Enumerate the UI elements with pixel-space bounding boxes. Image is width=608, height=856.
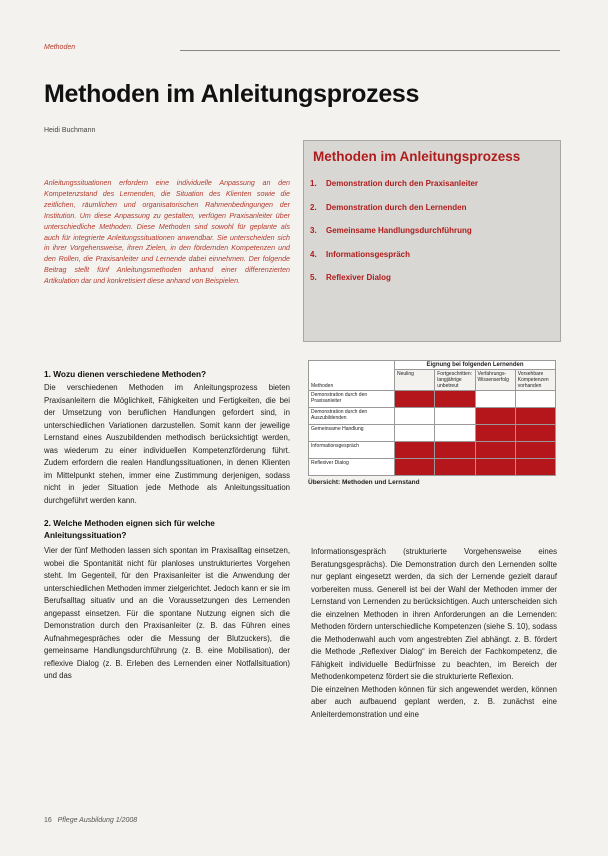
suitable-cell [435,391,475,408]
suitable-cell [475,408,515,425]
empty-cell [435,425,475,442]
method-item: 3. Gemeinsame Handlungsdurchführung [310,226,472,235]
table-row [309,408,556,425]
paragraph: Die verschiedenen Methoden im Anleitungsprozess bieten Praxisanleitern die Möglichkeit, Fähigkeiten und Fertigkeiten, die bei der Umsetzung von beruflichen Handlungen gefordert sind, in unterschiedlichen Variationen darzustellen. Somit kann der jeweilige Lernstand eines Auszubildenden methodisch berücksichtigt werden, was wiederum zu einer individuellen Kompetenzförderung führt. Zudem erfordern die realen Handlungssituationen, in denen Klienten im Mittelpunkt stehen, immer eine Zustimmung derjenigen, sodass nicht in jeder Situation jede Methode als Anleitungssituation durchgeführt werden kann. [44,383,290,505]
empty-cell [395,425,435,442]
table-row-label: Demonstration durch den Praxisanleiter [309,391,395,408]
method-item: 4. Informationsgespräch [310,249,411,259]
header-rule [180,50,560,51]
page-number: 16 [44,817,52,824]
right-column [311,546,557,721]
suitable-cell [475,425,515,442]
suitable-cell [515,425,555,442]
empty-cell [475,391,515,408]
table-row-label: Gemeinsame Handlung [309,425,395,442]
empty-cell [395,408,435,425]
table-row-label: Informationsgespräch [309,442,395,459]
table-col-header: Fortgeschritten: langjährige unbetreut [435,370,475,391]
table-row-label: Reflexiver Dialog [309,459,395,476]
figure-caption: Übersicht: Methoden und Lernstand [308,479,420,486]
footer [44,817,137,824]
methods-table-figure [308,360,556,486]
empty-cell [515,391,555,408]
methods-list [310,179,478,297]
journal-name: Pflege Ausbildung 1/2008 [57,817,138,824]
suitable-cell [475,459,515,476]
methods-table [308,360,556,476]
table-row [309,459,556,476]
suitable-cell [395,391,435,408]
author: Heidi Buchmann [44,127,96,134]
box-title: Methoden im Anleitungsprozess [313,149,521,164]
table-row [309,391,556,408]
table-col-header: Vorsehbare Kompetenzen vorhanden [515,370,555,391]
table-row [309,442,556,459]
suitable-cell [435,442,475,459]
method-item: 2. Demonstration durch den Lernenden [310,202,467,212]
table-row-label: Demonstration durch den Auszubildenden [309,408,395,425]
page-title: Methoden im Anleitungsprozess [44,80,420,108]
method-item: 5. Reflexiver Dialog [310,273,391,282]
table-group-header: Eignung bei folgenden Lernenden [395,361,556,370]
suitable-cell [475,442,515,459]
suitable-cell [515,459,555,476]
method-item: 1. Demonstration durch den Praxisanleiter [310,179,479,188]
section-label: Methoden [44,44,76,51]
table-col-header: Neuling [395,370,435,391]
paragraph: Die einzelnen Methoden können für sich angewendet werden, können aber auch aufbauend geplant werden, z. B. zunächst eine Anleiterdemonstration und eine [311,684,557,719]
empty-cell [435,408,475,425]
section-heading: 2. Welche Methoden eignen sich für welche Anleitungssituation? [44,518,215,540]
left-column [44,368,290,683]
paragraph: Vier der fünf Methoden lassen sich spontan im Praxisalltag einsetzen, wobei die Spontanität nicht für planloses unstrukturiertes Vorgehen steht. Im Gegenteil, für den Praxisanleiter ist die Anwendung der unterschiedlichen Methoden immer zielgerichtet. Jedoch kann er sie im Berufsalltag situativ und an die Voraussetzungen des Lernenden angepasst einsetzen. Für die spontane Nutzung eignen sich die Demonstration durch den Praxisanleiter (z. B. das Führen eines Aufnahmegespräches oder die Messung der Blutzuckers), die gemeinsame Handlungsdurchführung (z. B. eine Mobilisation), der reflexive Dialog (z. B. Erleben des Lernenden einer Notfallsituation) und das [44,546,290,680]
suitable-cell [515,408,555,425]
paragraph: Informationsgespräch (strukturierte Vorgehensweise eines Beratungsgesprächs). Die Demonstration durch den Lernenden sollte nur geplant eingesetzt werden, da sich der Lernende gezielt darauf vorbereiten muss. Generell ist bei der Wahl der Methoden immer der Lernstand von Lernenden zu berücksichtigen. Auch unterscheiden sich die einzelnen Methoden in ihren Anforderungen an die Lernenden: Methoden fördern unterschiedliche Kompetenzen (siehe S. 10), sodass die Methodenwahl auch vom angestrebten Ziel abhängt. z. B. fördert die Methode „Reflexiver Dialog“ im Bereich der Fachkompetenz, die Fähigkeit individuelle Bedürfnisse zu beachten, im Bereich der Methodenkompetenz fördert sie die strukturierte Reflexion. [311,547,557,681]
intro-text: Anleitungssituationen erfordern eine individuelle Anpassung an den Kompetenzstand des Lernenden, die Situation des Klienten sowie die zeitlichen, räumlichen und organisatorischen Rahmenbedingungen der Institution. Um diese Anpassung zu gestalten, verfügen Praxisanleiter über unterschiedliche Methoden. Diese Methoden sind sowohl für geplante als auch für integrierte Anleitungssituationen anwendbar. Sie unterscheiden sich in ihrer Vorgehensweise, ihren Zielen, in den fördernden Kompetenzen und den Rollen, die Praxisanleiter und Lernende dabei einnehmen. Der folgende Beitrag stellt fünf Anleitungsmethoden anhand einer differenzierten Artikulation dar und konkretisiert diese anhand von Beispielen. [44,179,290,286]
table-header-method: Methoden [309,361,395,391]
suitable-cell [395,459,435,476]
suitable-cell [435,459,475,476]
suitable-cell [515,442,555,459]
table-row [309,425,556,442]
section-heading: 1. Wozu dienen verschiedene Methoden? [44,369,207,379]
table-col-header: Verfahrungs-Wissenserfolg [475,370,515,391]
methods-box [303,140,561,342]
suitable-cell [395,442,435,459]
